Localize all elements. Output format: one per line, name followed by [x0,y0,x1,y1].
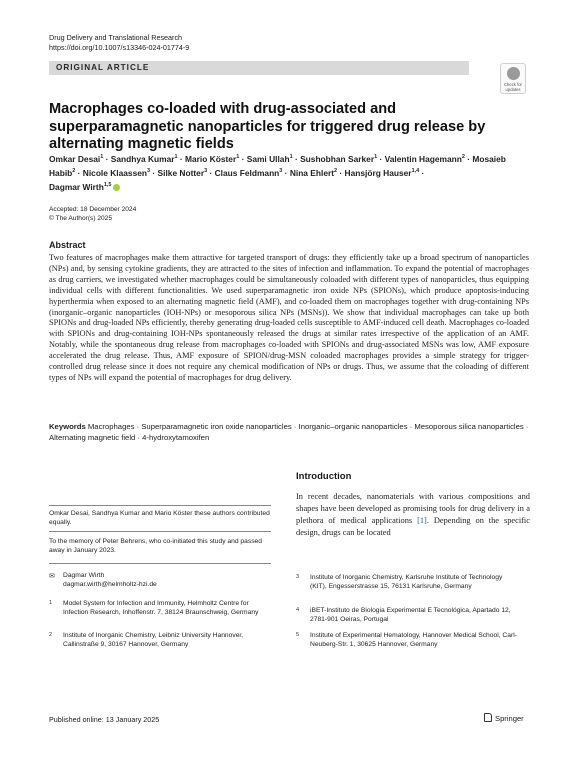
affiliation-number: 2 [49,632,53,638]
author-aff: 1 [174,154,178,160]
author-aff: 1 [289,154,293,160]
affiliation-number: 1 [49,600,53,606]
author-aff: 1,4 [411,168,420,175]
affiliation-number: 4 [296,607,300,613]
author[interactable]: Nina Ehlert [289,168,335,178]
author-list: Omkar Desai$^1$ · Sandhya Kumar$^1$ · Mario Köster$^1$ · Sami Ullah$^1$ · Sushobhan Sarker$^1$ · Valentin Hagemann$^2$ · Mosaieb Habib$^2$ · Nicole Klaassen$^3$ · Silke Notter$^3$ · Claus Feldmann$^3$ · Nina Ehlert$^2$ · Hansjörg Hauser$^{1,4}$ · Dagmar Wirth$^{1,5}$ [49,153,506,193]
author-aff: 3 [204,168,208,175]
copyright-notice: © The Author(s) 2025 [49,215,113,222]
author[interactable]: Valentin Hagemann [384,153,462,164]
check-for-updates-badge[interactable] [500,63,526,94]
orcid-icon[interactable] [113,184,120,191]
author[interactable]: Sami Ullah [246,153,290,164]
journal-name: Drug Delivery and Translational Research [49,33,183,42]
abstract-heading: Abstract [49,240,86,250]
intro-text-part: . Depending on the specific design, drugs can be located [296,516,530,538]
introduction-text [296,491,530,539]
footnote-divider [49,531,271,532]
introduction-heading: Introduction [296,471,352,482]
author[interactable]: Dagmar Wirth [49,182,104,193]
footnote-divider [49,563,271,564]
accepted-date: Accepted: 18 December 2024 [49,206,137,213]
doi-link[interactable]: https://doi.org/10.1007/s13346-024-01774-9 [49,43,190,52]
author[interactable]: Nicole Klaassen [82,168,148,178]
footnote-divider [49,505,271,506]
author[interactable]: Mosaieb Habib [49,153,506,178]
author[interactable]: Mario Köster [185,153,237,164]
author-aff: 1,5 [103,182,112,189]
author-aff: 2 [461,154,465,160]
affiliation-number: 5 [296,632,300,638]
affiliation-number: 3 [296,574,300,580]
affiliation: Model System for Infection and Immunity, Helmholtz Centre for Infection Research, Inhoffenstr. 7, 38124 Braunschweig, Germany [63,600,259,616]
author[interactable]: Silke Notter [157,168,205,178]
article-title: Macrophages co-loaded with drug-associated and superparamagnetic nanoparticles for triggered drug release by alternating magnetic fields [49,101,486,152]
published-date: Published online: 13 January 2025 [49,715,160,724]
correspondence-name: Dagmar Wirth [63,572,105,579]
springer-horse-icon [484,713,492,722]
affiliation: Institute of Inorganic Chemistry, Leibniz University Hannover, Callinstraße 9, 30167 Hannover, Germany [63,632,244,648]
affiliation: iBET-Instituto de Biologia Experimental E Tecnológica, Apartado 12, 2781-901 Oeiras, Portugal [310,607,511,623]
check-updates-label: Check for updates [504,82,522,92]
author[interactable]: Sushobhan Sarker [300,153,375,164]
author[interactable]: Hansjörg Hauser [344,168,412,178]
keywords-list: Macrophages · Superparamagnetic iron oxide nanoparticles · Inorganic–organic nanoparticles · Mesoporous silica nanoparticles · Alternating magnetic field · 4-hydroxytamoxifen [49,422,529,442]
author-aff: 1 [374,154,378,160]
publisher-name: Springer [495,714,524,723]
correspondence-email[interactable]: dagmar.wirth@helmholtz-hzi.de [63,581,157,588]
author[interactable]: Omkar Desai [49,153,101,164]
affiliation: Institute of Inorganic Chemistry, Karlsruhe Institute of Technology (KIT), Engesserstrasse 15, 76131 Karlsruhe, Germany [310,574,503,590]
author-aff: 3 [147,168,151,175]
author[interactable]: Claus Feldmann [214,168,280,178]
author-aff: 3 [279,168,283,175]
author-aff: 1 [100,154,104,160]
author-aff: 2 [72,168,76,175]
affiliation: Institute of Experimental Hematology, Hannover Medical School, Carl-Neuberg-Str. 1, 30625 Hannover, Germany [310,632,517,648]
envelope-icon: ✉ [49,573,55,580]
keywords [49,421,529,443]
memorial-note: To the memory of Peter Behrens, who co-initiated this study and passed away in January 2023. [49,538,262,554]
equal-contribution-note: Omkar Desai, Sandhya Kumar and Mario Köster these authors contributed equally. [49,510,270,526]
keywords-label: Keywords [49,422,86,431]
author[interactable]: Sandhya Kumar [110,153,175,164]
intro-text-part: In recent decades, nanomaterials with various compositions and shapes have been developed as promising tools for drug delivery in a plethora of medical applications [296,492,530,526]
abstract-text: Two features of macrophages make them attractive for targeted transport of drugs: they efficiently take up a broad spectrum of nanoparticles (NPs) and, by sensing cytokine gradients, they are attracted to the sites of infection and inflammation. To expand the potential of macrophages as drug carriers, we investigated whether macrophages could be simultaneously coloaded with different types of nanoparticles, thus equipping individual cells with different functionalities. We used superparamagnetic iron oxide NPs (SPIONs), which produce apoptosis-inducing hyperthermia when exposed to an alternating magnetic field (AMF), and co-loaded them on macrophages together with drug-containing NPs (inorganic–organic nanoparticles (IOH-NPs) or mesoporous silica NPs (MSNs)). We show that individual macrophages can take up both SPIONs and drug-loaded NPs efficiently, thereby generating drug-loaded cells susceptible to AMF-induced cell death. Macrophages co-loaded with SPIONs and drug-containing IOH-NPs spontaneously released the drugs at similar rates irrespective of the application of an AMF. Notably, while the spontaneous drug release from macrophages co-loaded with SPIONs and drug-associated MSNs was low, AMF exposure accelerated the drug release. Thus, AMF exposure of SPION/drug-MSN coloaded macrophages provides a simple strategy for trigger-controlled drug release since it does not require any chemical modification of NPs or drugs. Thus, we assume that the coloading of different types of NPs will expand the potential of macrophages for drug delivery. [49,253,529,382]
check-updates-icon [507,67,520,80]
author-aff: 1 [236,154,240,160]
citation-link[interactable]: [1] [417,516,427,526]
publisher-logo [484,713,524,723]
article-type-banner: ORIGINAL ARTICLE [49,61,469,75]
author-aff: 2 [334,168,338,175]
